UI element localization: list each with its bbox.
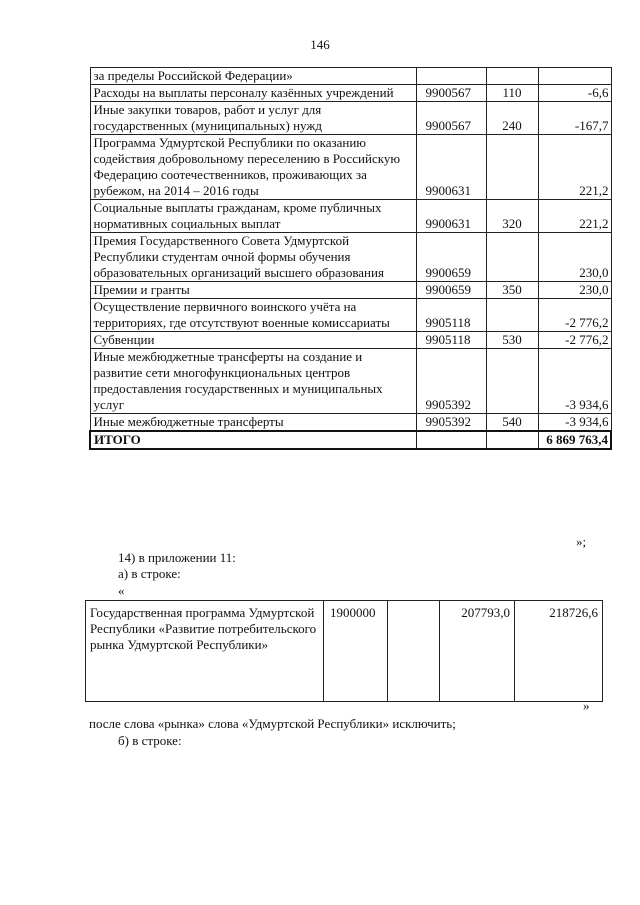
row-kvr-cell [486,233,538,282]
table-row [90,282,611,299]
row-name-cell: Осуществление первичного воинского учёта на территориях, где отсутствуют военные комиссариаты [90,299,416,332]
table-row [90,200,611,233]
total-label-cell: ИТОГО [90,431,416,449]
row-amount-cell: -6,6 [538,85,611,102]
row-name-cell: Социальные выплаты гражданам, кроме публичных нормативных социальных выплат [90,200,416,233]
row-kvr-cell: 530 [486,332,538,349]
instruction-text: после слова «рынка» слова «Удмуртской Республики» исключить; [89,716,456,731]
item-14-text: 14) в приложении 11: [118,550,236,565]
row-amount-cell [538,68,611,85]
row-amount-cell: 221,2 [538,200,611,233]
row-code-cell: 9905392 [416,414,486,432]
row-amount-cell: -3 934,6 [538,414,611,432]
row-kvr-cell: 350 [486,282,538,299]
total-row [90,431,611,449]
row-name-cell: Премия Государственного Совета Удмуртской Республики студентам очной формы обучения образовательных организаций высшего образования [90,233,416,282]
table-row [90,299,611,332]
row-code-cell: 9900567 [416,85,486,102]
row-code-cell: 9900567 [416,102,486,135]
total-amount-cell: 6 869 763,4 [538,431,611,449]
closing-quote-semicolon: »; [576,534,587,549]
row-code-cell: 9900659 [416,233,486,282]
row-name-cell: Иные закупки товаров, работ и услуг для государственных (муниципальных) нужд [90,102,416,135]
row-name-cell: Иные межбюджетные трансферты [90,414,416,432]
row-code-cell [416,68,486,85]
row-kvr-cell [486,299,538,332]
row-amount-cell: -2 776,2 [538,299,611,332]
budget-table-body [90,68,611,450]
row-code-cell: 9905118 [416,299,486,332]
row-name-cell: за пределы Российской Федерации» [90,68,416,85]
table-row [90,233,611,282]
page-number: 146 [310,37,330,52]
table-row [90,85,611,102]
row-kvr-cell: 240 [486,102,538,135]
row-code-cell: 9900631 [416,200,486,233]
row-amount-cell: -167,7 [538,102,611,135]
row-name-cell: Программа Удмуртской Республики по оказанию содействия добровольному переселению в Российскую Федерацию соотечественников, проживающих за рубежом, на 2014 – 2016 годы [90,135,416,200]
item-b-text: б) в строке: [118,733,182,748]
row-kvr-cell: 110 [486,85,538,102]
program-value-2-cell: 218726,6 [515,601,603,702]
total-empty-cell-1 [416,431,486,449]
row-amount-cell: -3 934,6 [538,349,611,414]
row-code-cell: 9905118 [416,332,486,349]
closing-quote: » [583,698,590,713]
row-kvr-cell: 320 [486,200,538,233]
total-empty-cell-2 [486,431,538,449]
row-name-cell: Иные межбюджетные трансферты на создание и развитие сети многофункциональных центров предоставления государственных и муниципальных услуг [90,349,416,414]
program-name-cell: Государственная программа Удмуртской Республики «Развитие потребительского рынка Удмуртской Республики» [86,601,324,702]
row-name-cell: Расходы на выплаты персоналу казённых учреждений [90,85,416,102]
row-kvr-cell: 540 [486,414,538,432]
program-code-cell: 1900000 [324,601,388,702]
table-row [90,102,611,135]
row-amount-cell: -2 776,2 [538,332,611,349]
program-row [86,601,603,702]
row-kvr-cell [486,349,538,414]
budget-table [89,67,612,450]
row-kvr-cell [486,135,538,200]
program-empty-cell [388,601,440,702]
row-name-cell: Субвенции [90,332,416,349]
row-code-cell: 9905392 [416,349,486,414]
opening-quote: « [118,583,125,598]
table-row [90,135,611,200]
table-row [90,332,611,349]
row-name-cell: Премии и гранты [90,282,416,299]
program-table [85,600,603,702]
row-amount-cell: 221,2 [538,135,611,200]
table-row [90,68,611,85]
row-code-cell: 9900631 [416,135,486,200]
row-amount-cell: 230,0 [538,282,611,299]
program-value-1-cell: 207793,0 [440,601,515,702]
row-kvr-cell [486,68,538,85]
table-row [90,349,611,414]
row-code-cell: 9900659 [416,282,486,299]
row-amount-cell: 230,0 [538,233,611,282]
table-row [90,414,611,432]
item-a-text: а) в строке: [118,566,181,581]
